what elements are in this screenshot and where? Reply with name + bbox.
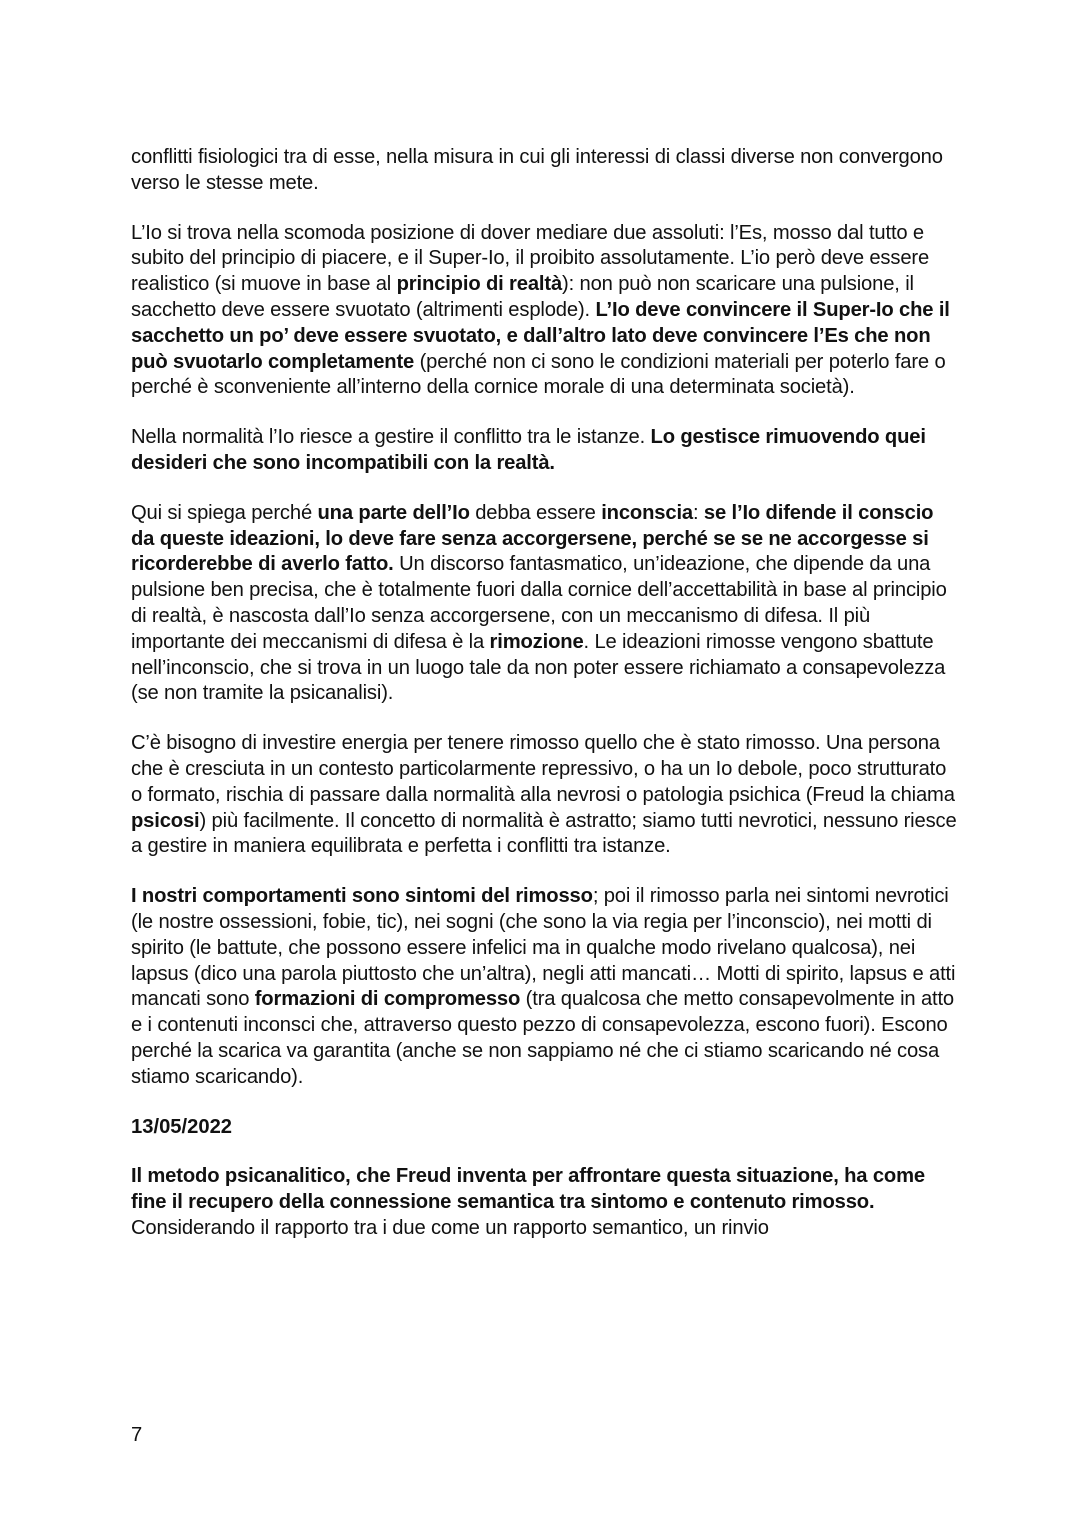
- text-run: C’è bisogno di investire energia per tenere rimosso quello che è stato rimosso. Una persona che è cresciuta in un contesto particolarmente repressivo, o ha un Io debole, poco strutturato o formato, rischia di passare dalla normalità alla nevrosi o patologia psichica (Freud la chiama: [131, 732, 955, 806]
- text-run: ): non può non scaricare una pulsione, il sacchetto deve essere svuotato (altrimenti esplode).: [131, 273, 914, 321]
- page-number: 7: [131, 1424, 143, 1446]
- bold-text-run: una parte dell’Io: [317, 501, 470, 524]
- bold-text-run: principio di realtà: [396, 273, 563, 296]
- text-run: Considerando il rapporto tra i due come un rapporto semantico, un rinvio: [131, 1216, 769, 1239]
- bold-text-run: rimozione: [489, 630, 584, 653]
- text-run: Qui si spiega perché: [131, 501, 318, 524]
- text-run: Nella normalità l’Io riesce a gestire il conflitto tra le istanze.: [131, 426, 651, 449]
- date-heading: 13/05/2022: [131, 1115, 233, 1138]
- paragraph: [131, 501, 961, 707]
- paragraph: [131, 731, 961, 860]
- text-run: (perché non ci sono le condizioni materiali per poterlo fare o perché è sconveniente all’interno della cornice morale di una determinata società).: [131, 350, 946, 399]
- bold-text-run: psicosi: [131, 809, 200, 832]
- text-run: :: [693, 501, 704, 524]
- bold-text-run: formazioni di compromesso: [254, 988, 521, 1011]
- text-run: L’Io si trova nella scomoda posizione di dover mediare due assoluti: l’Es, mosso dal tutto e subito del principio di piacere, e il Super-Io, il proibito assolutamente. L’io però deve essere realistico (si muove in base al: [131, 221, 930, 296]
- text-run: conflitti fisiologici tra di esse, nella misura in cui gli interessi di classi diverse non convergono verso le stesse mete.: [131, 146, 943, 194]
- bold-text-run: L’Io deve convincere il Super-Io che il sacchetto un po’ deve essere svuotato, e dall’altro lato deve convincere l’Es che non può svuotarlo completamente: [131, 298, 950, 373]
- text-run: ; poi il rimosso parla nei sintomi nevrotici (le nostre ossessioni, fobie, tic), nei sogni (che sono la via regia per l’inconscio), nei motti di spirito (le battute, che possono essere infelici ma in qualche modo rivelano qualcosa), nei lapsus (dico una parola piuttosto che un’altra), negli atti mancati… Motti di spirito, lapsus e atti mancati sono: [131, 885, 956, 1011]
- bold-text-run: Il metodo psicanalitico, che Freud inventa per affrontare questa situazione, ha come fine il recupero della connessione semantica tra sintomo e contenuto rimosso.: [131, 1165, 925, 1214]
- bold-text-run: se l’Io difende il conscio da queste ideazioni, lo deve fare senza accorgersene, perché se se ne accorgesse si ricorderebbe di averlo fatto.: [131, 501, 934, 576]
- text-run: Un discorso fantasmatico, un’ideazione, che dipende da una pulsione ben precisa, che è totalmente fuori dalla cornice dell’accettabilità in base al principio di realtà, è nascosta dall’Io senza accorgersene, con un meccanismo di difesa. Il più importante dei meccanismi di difesa è la: [131, 553, 947, 653]
- bold-text-run: I nostri comportamenti sono sintomi del rimosso: [131, 885, 593, 908]
- bold-text-run: Lo gestisce rimuovendo quei desideri che sono incompatibili con la realtà.: [131, 426, 926, 474]
- text-run: debba essere: [469, 501, 602, 524]
- paragraph: [131, 884, 961, 1090]
- final-paragraph: [131, 1164, 961, 1241]
- paragraph: [131, 221, 961, 402]
- paragraph: [131, 145, 961, 197]
- paragraph: [131, 425, 961, 477]
- document-body: [131, 145, 961, 1266]
- text-run: . Le ideazioni rimosse vengono sbattute nell’inconscio, che si trova in un luogo tale da non poter essere richiamato a consapevolezza (se non tramite la psicanalisi).: [131, 630, 946, 705]
- text-run: (tra qualcosa che metto consapevolmente in atto e i contenuti inconsci che, attraverso questo pezzo di consapevolezza, escono fuori). Escono perché la scarica va garantita (anche se non sappiamo né che ci stiamo scaricando né cosa stiamo scaricando).: [131, 988, 955, 1088]
- paragraph-list: [131, 145, 961, 1091]
- bold-text-run: inconscia: [601, 501, 693, 524]
- text-run: ) più facilmente. Il concetto di normalità è astratto; siamo tutti nevrotici, nessuno riesce a gestire in maniera equilibrata e perfetta i conflitti tra istanze.: [131, 809, 957, 858]
